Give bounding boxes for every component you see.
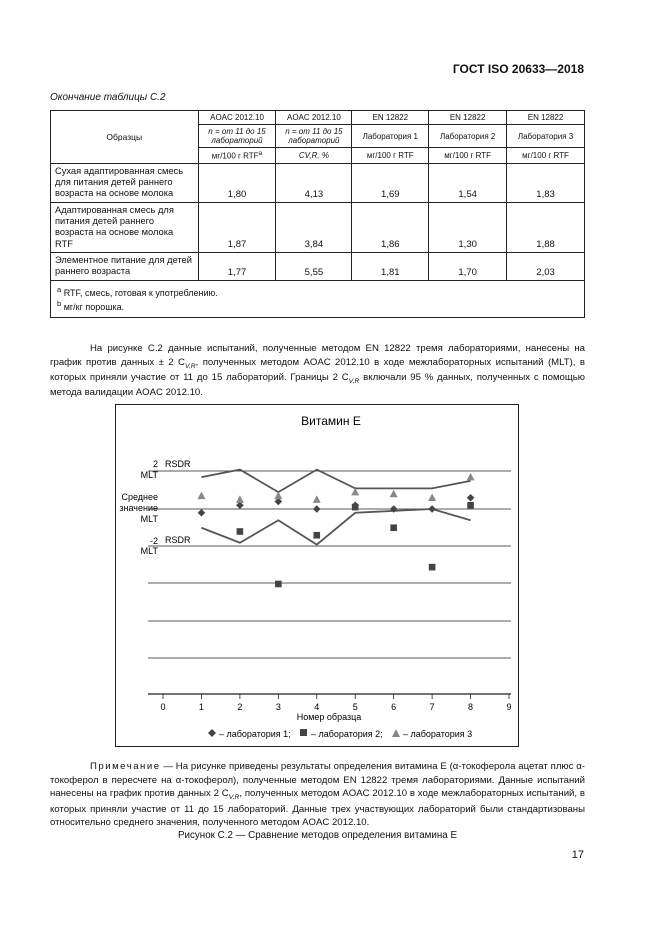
legend-diamond-icon: [208, 729, 216, 737]
x-tick-label: 2: [237, 702, 243, 712]
col-lab: Лаборатория 3: [507, 125, 585, 148]
row-header-label: Образцы: [51, 111, 199, 164]
table-cell: 1,54: [429, 163, 507, 202]
sample-name: Адаптированная смесь для питания детей раннего возраста на основе молока RTF: [51, 202, 199, 252]
legend-square-icon: [300, 729, 307, 736]
table-caption: Окончание таблицы С.2: [50, 92, 166, 103]
col-method: EN 12822: [429, 111, 507, 125]
x-tick-label: 0: [160, 702, 166, 712]
col-lab: Лаборатория 1: [352, 125, 429, 148]
col-method: AOAC 2012.10: [276, 111, 352, 125]
x-tick-label: 4: [314, 702, 320, 712]
lab3-point: [236, 495, 244, 502]
table-cell: 1,88: [507, 202, 585, 252]
col-lab: n = от 11 до 15 лабораторий: [276, 125, 352, 148]
col-unit: мг/100 г RTF: [429, 148, 507, 164]
y-label-mean-3: MLT: [140, 514, 158, 524]
sample-name: Сухая адаптированная смесь для питания детей раннего возраста на основе молока: [51, 163, 199, 202]
lab3-point: [274, 492, 282, 499]
lab3-point: [390, 490, 398, 497]
footnote: $^a$ RTF, смесь, готовая к употреблению.: [57, 284, 218, 298]
y-label-mean-1: Среднее: [121, 492, 158, 502]
lab2-point: [429, 564, 436, 571]
x-axis-label: Номер образца: [296, 712, 362, 722]
chart-title: Витамин Е: [301, 414, 361, 428]
col-unit: мг/100 г RTF$^a$: [198, 148, 276, 164]
lab3-point: [467, 473, 475, 480]
lab3-point: [313, 495, 321, 502]
x-tick-label: 9: [506, 702, 512, 712]
y-label-upper-num: 2: [152, 459, 158, 469]
sample-name: Элементное питание для детей раннего возраста: [51, 252, 199, 280]
table-cell: 1,30: [429, 202, 507, 252]
col-method: EN 12822: [352, 111, 429, 125]
table-row: [51, 202, 585, 252]
table-cell: 5,55: [276, 252, 352, 280]
legend-label: – лаборатория 1;: [219, 729, 291, 739]
x-tick-label: 3: [275, 702, 281, 712]
legend-label: – лаборатория 3: [403, 729, 473, 739]
col-method: EN 12822: [507, 111, 585, 125]
chart-frame: [115, 404, 519, 747]
y-label-mean-2: значение: [119, 503, 158, 513]
table-cell: 1,81: [352, 252, 429, 280]
table-cell: 1,69: [352, 163, 429, 202]
legend-triangle-icon: [392, 729, 400, 737]
table-cell: 1,80: [198, 163, 276, 202]
y-label-upper-rsdr: RSDR: [165, 459, 191, 469]
lab2-point: [467, 502, 474, 509]
lab1-point: [313, 505, 321, 513]
table-cell: 3,84: [276, 202, 352, 252]
col-unit: мг/100 г RTF: [352, 148, 429, 164]
y-label-upper-mlt: MLT: [140, 470, 158, 480]
col-method: AOAC 2012.10: [198, 111, 276, 125]
document-header: ГОСТ ISO 20633—2018: [452, 62, 584, 76]
lab1-point: [198, 509, 206, 517]
body-paragraph: На рисунке С.2 данные испытаний, полученные методом EN 12822 тремя лабораториями, нанесены на график против данных ± 2 $C_{V,R}$, полученных методом AOAC 2012.10 в ходе межлабораторных испытаний (MLT), в которых приняли участие от 11 до 15 лабораторий. Границы 2 $C_{V,R}$ включали 95 % данных, полученных с помощью метода валидации AOAC 2012.10.: [50, 343, 585, 399]
col-lab: n = от 11 до 15 лабораторий: [198, 125, 276, 148]
lab2-point: [352, 504, 359, 511]
y-label-lower-num: -2: [149, 536, 158, 546]
table-cell: 1,77: [198, 252, 276, 280]
col-unit: CV,R, %: [276, 148, 352, 164]
table-cell: 1,83: [507, 163, 585, 202]
note-paragraph: Примечание — На рисунке приведены результаты определения витамина Е (α-токоферола ацетат плюс α-токоферол в пересчете на α-токоферол), полученные методом EN 12822 тремя лабораториями. Данные испытаний нанесены на график против данных 2 $C_{V,R}$, полученных методом AOAC 2012.10 в ходе межлабораторных испытаний, в которых приняли участие от 11 до 15 лабораторий. Данные трех участвующих лабораторий были стандартизованы относительно среднего значения, полученного методом AOAC 2012.10.: [50, 761, 585, 829]
table-header-row: [51, 111, 585, 125]
table-cell: 2,03: [507, 252, 585, 280]
x-tick-label: 1: [198, 702, 204, 712]
y-label-lower-rsdr: RSDR: [165, 535, 191, 545]
upper-limit-line: [201, 470, 470, 493]
table-cell: 1,87: [198, 202, 276, 252]
table-row: [51, 252, 585, 280]
x-tick-label: 5: [352, 702, 358, 712]
col-unit: мг/100 г RTF: [507, 148, 585, 164]
x-tick-label: 6: [391, 702, 397, 712]
col-lab: Лаборатория 2: [429, 125, 507, 148]
x-tick-label: 8: [468, 702, 474, 712]
x-tick-label: 7: [429, 702, 435, 712]
footnote: $^b$ мг/кг порошка.: [57, 298, 125, 312]
lab2-point: [313, 532, 320, 539]
results-table: [50, 110, 585, 318]
lab2-point: [390, 524, 397, 531]
legend-label: – лаборатория 2;: [311, 729, 383, 739]
figure-caption: Рисунок С.2 — Сравнение методов определения витамина Е: [178, 830, 457, 841]
lab1-point: [467, 494, 475, 502]
lab2-point: [275, 581, 282, 588]
table-cell: 1,70: [429, 252, 507, 280]
vitamin-e-chart: [116, 405, 518, 746]
page-number: 17: [571, 849, 584, 861]
table-cell: 1,86: [352, 202, 429, 252]
table-cell: 4,13: [276, 163, 352, 202]
table-footnotes: [51, 280, 585, 317]
lab3-point: [428, 494, 436, 501]
y-label-lower-mlt: MLT: [140, 546, 158, 556]
lab1-point: [428, 505, 436, 513]
table-row: [51, 163, 585, 202]
lab3-point: [197, 492, 205, 499]
lab2-point: [237, 528, 244, 535]
lower-limit-line: [201, 509, 470, 545]
